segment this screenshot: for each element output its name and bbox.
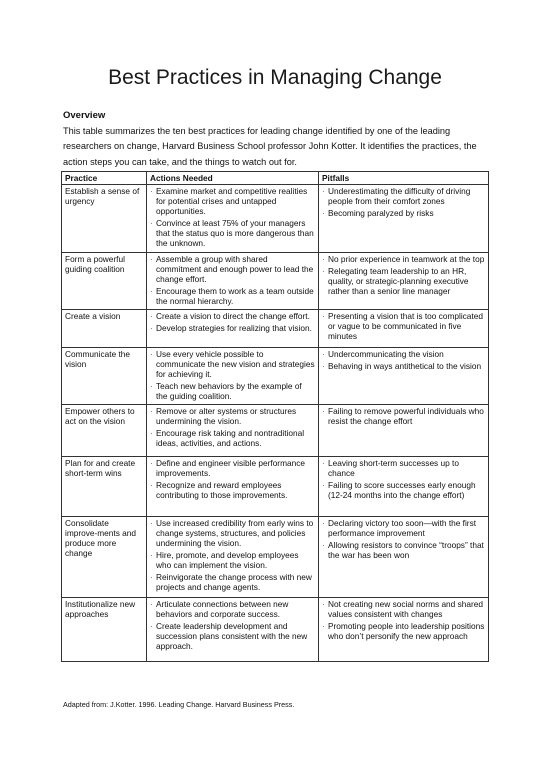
best-practices-table bbox=[61, 171, 489, 662]
actions-cell bbox=[147, 405, 319, 457]
action-item: · Teach new behaviors by the example of the guiding coalition. bbox=[150, 381, 315, 401]
pitfall-item: · No prior experience in teamwork at the top bbox=[322, 254, 485, 264]
action-item: · Articulate connections between new behaviors and corporate success. bbox=[150, 599, 315, 619]
pitfall-item: · Undercommunicating the vision bbox=[322, 349, 485, 359]
practice-cell: Consolidate improve-ments and produce more change bbox=[62, 517, 147, 598]
source-footnote: Adapted from: J.Kotter. 1996. Leading Change. Harvard Business Press. bbox=[63, 700, 295, 709]
pitfall-item: · Failing to score successes early enough (12-24 months into the change effort) bbox=[322, 480, 485, 500]
practice-cell: Communicate the vision bbox=[62, 348, 147, 405]
pitfalls-cell bbox=[319, 405, 489, 457]
action-item: · Reinvigorate the change process with new projects and change agents. bbox=[150, 572, 315, 592]
practice-cell: Plan for and create short-term wins bbox=[62, 457, 147, 517]
pitfalls-cell bbox=[319, 348, 489, 405]
action-item: · Encourage them to work as a team outside the normal hierarchy. bbox=[150, 286, 315, 306]
table-row bbox=[62, 457, 489, 517]
table-row bbox=[62, 348, 489, 405]
pitfall-item: · Underestimating the difficulty of driving people from their comfort zones bbox=[322, 186, 485, 206]
table-row bbox=[62, 185, 489, 253]
column-header-practice: Practice bbox=[62, 172, 147, 185]
column-header-actions: Actions Needed bbox=[147, 172, 319, 185]
pitfalls-cell bbox=[319, 185, 489, 253]
pitfalls-cell bbox=[319, 457, 489, 517]
table-row bbox=[62, 310, 489, 348]
pitfalls-cell bbox=[319, 253, 489, 310]
page-title: Best Practices in Managing Change bbox=[108, 66, 442, 89]
action-item: · Remove or alter systems or structures undermining the vision. bbox=[150, 406, 315, 426]
action-item: · Recognize and reward employees contributing to those improvements. bbox=[150, 480, 315, 500]
overview-heading: Overview bbox=[63, 110, 106, 121]
pitfall-item: · Allowing resistors to convince “troops” that the war has been won bbox=[322, 540, 485, 560]
practice-cell: Create a vision bbox=[62, 310, 147, 348]
pitfall-item: · Declaring victory too soon—with the first performance improvement bbox=[322, 518, 485, 538]
pitfall-item: · Behaving in ways antithetical to the vision bbox=[322, 361, 485, 371]
table-row bbox=[62, 253, 489, 310]
pitfall-item: · Promoting people into leadership positions who don’t personify the new approach bbox=[322, 621, 485, 641]
action-item: · Encourage risk taking and nontraditional ideas, activities, and actions. bbox=[150, 428, 315, 448]
table-row bbox=[62, 405, 489, 457]
table-header-row bbox=[62, 172, 489, 185]
action-item: · Use every vehicle possible to communicate the new vision and strategies for achieving it. bbox=[150, 349, 315, 379]
pitfalls-cell bbox=[319, 310, 489, 348]
action-item: · Define and engineer visible performance improvements. bbox=[150, 458, 315, 478]
action-item: · Use increased credibility from early wins to change systems, structures, and policies undermining the vision. bbox=[150, 518, 315, 548]
overview-text: This table summarizes the ten best practices for leading change identified by one of the leading researchers on change, Harvard Business School professor John Kotter. It identifies the practices, the action steps you can take, and the things to watch out for. bbox=[63, 126, 477, 167]
pitfall-item: · Relegating team leadership to an HR, quality, or strategic-planning executive rather than a senior line manager bbox=[322, 266, 485, 296]
pitfall-item: · Leaving short-term successes up to chance bbox=[322, 458, 485, 478]
pitfall-item: · Presenting a vision that is too complicated or vague to be communicated in five minutes bbox=[322, 311, 485, 341]
actions-cell bbox=[147, 310, 319, 348]
actions-cell bbox=[147, 457, 319, 517]
actions-cell bbox=[147, 185, 319, 253]
action-item: · Create a vision to direct the change effort. bbox=[150, 311, 315, 321]
pitfall-item: · Failing to remove powerful individuals who resist the change effort bbox=[322, 406, 485, 426]
pitfalls-cell bbox=[319, 517, 489, 598]
action-item: · Examine market and competitive realities for potential crises and untapped opportunities. bbox=[150, 186, 315, 216]
practice-cell: Form a powerful guiding coalition bbox=[62, 253, 147, 310]
action-item: · Hire, promote, and develop employees who can implement the vision. bbox=[150, 550, 315, 570]
pitfalls-cell bbox=[319, 598, 489, 662]
action-item: · Convince at least 75% of your managers that the status quo is more dangerous than the unknown. bbox=[150, 218, 315, 248]
table-row bbox=[62, 598, 489, 662]
action-item: · Create leadership development and succession plans consistent with the new approach. bbox=[150, 621, 315, 651]
pitfall-item: · Becoming paralyzed by risks bbox=[322, 208, 485, 218]
actions-cell bbox=[147, 253, 319, 310]
practice-cell: Institutionalize new approaches bbox=[62, 598, 147, 662]
table-row bbox=[62, 517, 489, 598]
actions-cell bbox=[147, 598, 319, 662]
practice-cell: Empower others to act on the vision bbox=[62, 405, 147, 457]
actions-cell bbox=[147, 348, 319, 405]
column-header-pitfalls: Pitfalls bbox=[319, 172, 489, 185]
practice-cell: Establish a sense of urgency bbox=[62, 185, 147, 253]
actions-cell bbox=[147, 517, 319, 598]
pitfall-item: · Not creating new social norms and shared values consistent with changes bbox=[322, 599, 485, 619]
action-item: · Develop strategies for realizing that vision. bbox=[150, 323, 315, 333]
action-item: · Assemble a group with shared commitment and enough power to lead the change effort. bbox=[150, 254, 315, 284]
